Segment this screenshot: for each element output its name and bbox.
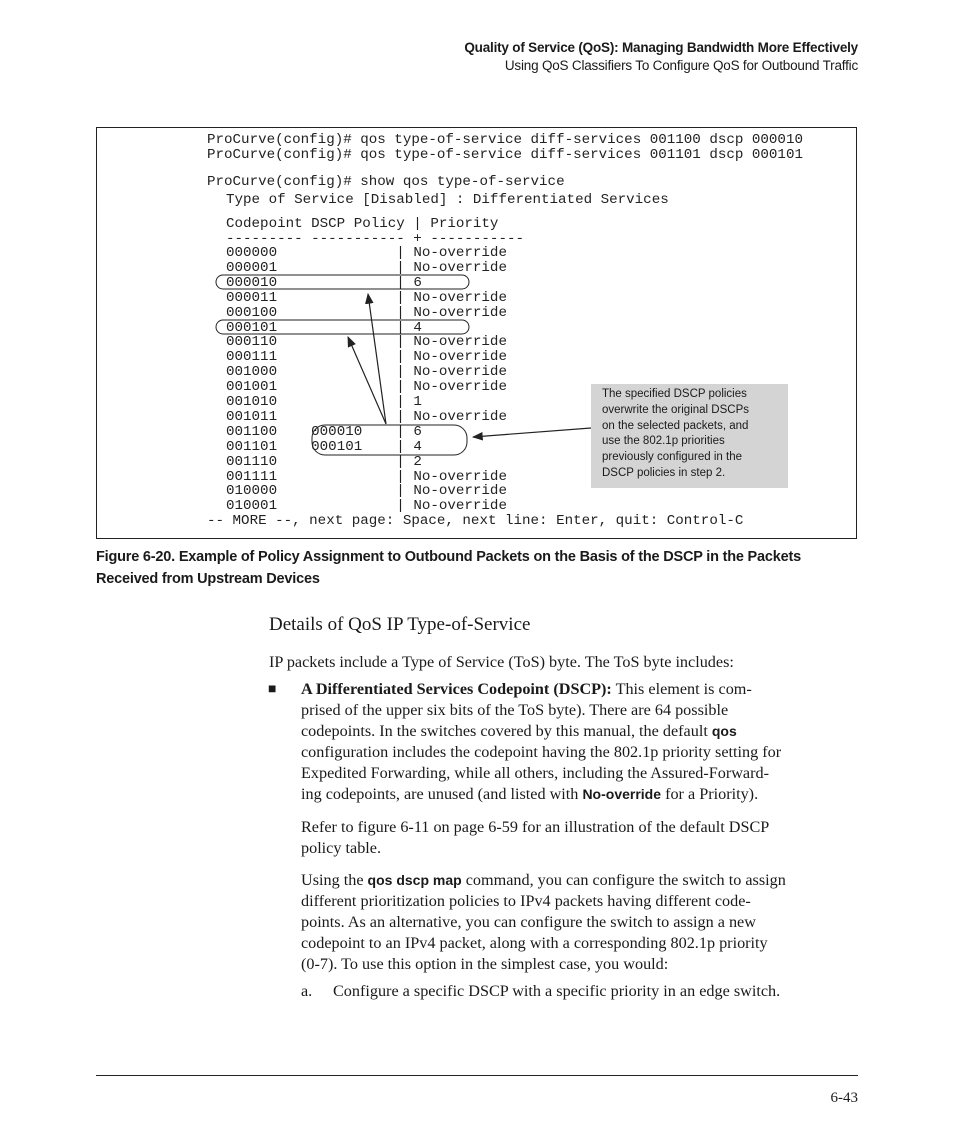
terminal-table-row: 001001 | No-override <box>226 379 507 396</box>
callout-line: previously configured in the <box>602 451 742 464</box>
row-priority: No-override <box>413 408 507 425</box>
callout-line: overwrite the original DSCPs <box>602 403 750 416</box>
row-codepoint: 001000 <box>226 364 278 381</box>
row-codepoint: 001101 <box>226 438 278 455</box>
terminal-table-row: 001100 000010 | 6 <box>226 423 422 440</box>
inline-code-no-override: No-override <box>582 786 662 802</box>
row-codepoint: 000111 <box>226 349 278 366</box>
terminal-table-row: 000001 | No-override <box>226 259 507 276</box>
paragraph-line: points. As an alternative, you can configure the switch to assign a new <box>301 913 756 931</box>
bullet-lead: A Differentiated Services Codepoint (DSCP): <box>301 680 612 698</box>
paragraph-text: command, you can configure the switch to assign <box>461 871 786 889</box>
bullet-marker: ■ <box>268 682 277 697</box>
bullet-text: codepoints. In the switches covered by this manual, the default <box>301 722 712 740</box>
row-codepoint: 000100 <box>226 304 278 321</box>
row-priority: No-override <box>413 304 507 321</box>
callout-line: DSCP policies in step 2. <box>602 466 726 479</box>
bullet-text: prised of the upper six bits of the ToS byte). There are 64 possible <box>301 701 729 719</box>
dscp-map-paragraph <box>301 870 861 975</box>
paragraph-line: (0-7). To use this option in the simplest case, you would: <box>301 955 669 973</box>
terminal-table-row: 000100 | No-override <box>226 304 507 321</box>
row-codepoint: 001011 <box>226 408 278 425</box>
row-codepoint: 000010 <box>226 274 278 291</box>
running-header-subtitle: Using QoS Classifiers To Configure QoS for Outbound Traffic <box>504 58 858 73</box>
row-priority: No-override <box>413 289 507 306</box>
terminal-table-row: 010000 | No-override <box>226 483 507 500</box>
row-dscp-policy: 000010 <box>311 423 363 440</box>
row-priority: 4 <box>413 438 422 455</box>
terminal-command-1: ProCurve(config)# qos type-of-service diff-services 001100 dscp 000010 <box>207 132 803 148</box>
terminal-command-3: ProCurve(config)# show qos type-of-service <box>207 174 565 190</box>
terminal-table-row: 000011 | No-override <box>226 289 507 306</box>
figure-caption-line1: Figure 6-20. Example of Policy Assignment to Outbound Packets on the Basis of the DSCP in the Packets <box>96 549 801 565</box>
bullet-text: This element is com- <box>611 680 752 698</box>
row-priority: No-override <box>413 349 507 366</box>
row-priority: 6 <box>413 423 422 440</box>
row-codepoint: 000000 <box>226 245 278 261</box>
row-codepoint: 000110 <box>226 334 278 351</box>
row-codepoint: 000101 <box>226 319 278 336</box>
terminal-table-row: 001111 | No-override <box>226 468 507 485</box>
row-priority: No-override <box>413 259 507 276</box>
row-codepoint: 000011 <box>226 289 278 306</box>
terminal-command-2: ProCurve(config)# qos type-of-service diff-services 001101 dscp 000101 <box>207 147 803 163</box>
bullet-text: Expedited Forwarding, while all others, including the Assured-Forward- <box>301 764 769 782</box>
row-dscp-policy: 000101 <box>311 438 363 455</box>
callout-note <box>591 384 788 488</box>
inline-code-qos-dscp-map: qos dscp map <box>367 872 462 888</box>
highlight-oval-000010 <box>216 275 469 289</box>
terminal-table-row: 000010 | 6 <box>226 274 422 291</box>
step-a-text: Configure a specific DSCP with a specific priority in an edge switch. <box>333 982 781 1000</box>
row-priority: No-override <box>413 468 507 485</box>
row-priority: 4 <box>413 319 422 336</box>
bullet-text: configuration includes the codepoint having the 802.1p priority setting for <box>301 743 782 761</box>
terminal-table-row: 001110 | 2 <box>226 453 422 470</box>
terminal-table-row: 001000 | No-override <box>226 364 507 381</box>
terminal-table-row: 000111 | No-override <box>226 349 507 366</box>
row-priority: No-override <box>413 379 507 396</box>
row-codepoint: 010001 <box>226 498 278 515</box>
terminal-table-row: 001101 000101 | 4 <box>226 438 422 455</box>
running-header-title: Quality of Service (QoS): Managing Bandwidth More Effectively <box>464 40 858 55</box>
row-priority: No-override <box>413 334 507 351</box>
intro-paragraph: IP packets include a Type of Service (ToS) byte. The ToS byte includes: <box>269 653 734 671</box>
reference-paragraph <box>301 817 861 859</box>
paragraph-line: codepoint to an IPv4 packet, along with a corresponding 802.1p priority <box>301 934 768 952</box>
arrow-from-callout <box>473 428 591 437</box>
callout-line: use the 802.1p priorities <box>602 435 725 448</box>
row-priority: No-override <box>413 498 507 515</box>
row-priority: 6 <box>413 274 422 291</box>
terminal-table-row: 001010 | 1 <box>226 394 422 410</box>
highlight-oval-policy-rows <box>312 425 467 455</box>
callout-line: The specified DSCP policies <box>602 388 747 400</box>
row-codepoint: 001010 <box>226 394 278 410</box>
step-a-label: a. <box>301 982 313 1000</box>
row-priority: 1 <box>413 394 422 410</box>
highlight-oval-000101 <box>216 320 469 334</box>
section-heading: Details of QoS IP Type-of-Service <box>269 614 531 635</box>
row-codepoint: 001100 <box>226 423 278 440</box>
paragraph-text: Using the <box>301 871 368 889</box>
figure-caption <box>96 546 866 590</box>
terminal-more-prompt: -- MORE --, next page: Space, next line: Enter, quit: Control-C <box>207 513 744 529</box>
bullet-text: for a Priority). <box>661 785 759 803</box>
page-number: 6-43 <box>830 1090 858 1106</box>
row-priority: 2 <box>413 453 422 470</box>
terminal-table-row: 000101 | 4 <box>226 319 422 336</box>
row-codepoint: 001111 <box>226 468 278 485</box>
row-priority: No-override <box>413 364 507 381</box>
row-codepoint: 001110 <box>226 453 278 470</box>
terminal-table-row: 000000 | No-override <box>226 245 507 261</box>
dscp-bullet-paragraph <box>301 679 859 805</box>
terminal-table-header: Codepoint DSCP Policy | Priority <box>226 216 499 232</box>
figure-terminal-box <box>96 127 857 539</box>
bullet-text: ing codepoints, are unused (and listed with <box>301 785 583 803</box>
terminal-table-row: 000110 | No-override <box>226 334 507 351</box>
paragraph-line: policy table. <box>301 839 382 857</box>
paragraph-line: Refer to figure 6-11 on page 6-59 for an illustration of the default DSCP <box>301 818 770 836</box>
row-codepoint: 010000 <box>226 483 278 500</box>
row-codepoint: 001001 <box>226 379 278 396</box>
paragraph-line: different prioritization policies to IPv4 packets having different code- <box>301 892 751 910</box>
row-codepoint: 000001 <box>226 259 278 276</box>
row-priority: No-override <box>413 483 507 500</box>
figure-caption-line2: Received from Upstream Devices <box>96 571 320 587</box>
row-priority: No-override <box>413 245 507 261</box>
footer-rule <box>96 1075 858 1076</box>
terminal-table-row: 001011 | No-override <box>226 408 507 425</box>
callout-line: on the selected packets, and <box>602 419 749 432</box>
inline-code-qos: qos <box>711 723 737 739</box>
terminal-table-row: 010001 | No-override <box>226 498 507 515</box>
terminal-table-separator: --------- ----------- + ----------- <box>226 231 524 247</box>
terminal-status-line: Type of Service [Disabled] : Differentiated Services <box>226 192 669 208</box>
